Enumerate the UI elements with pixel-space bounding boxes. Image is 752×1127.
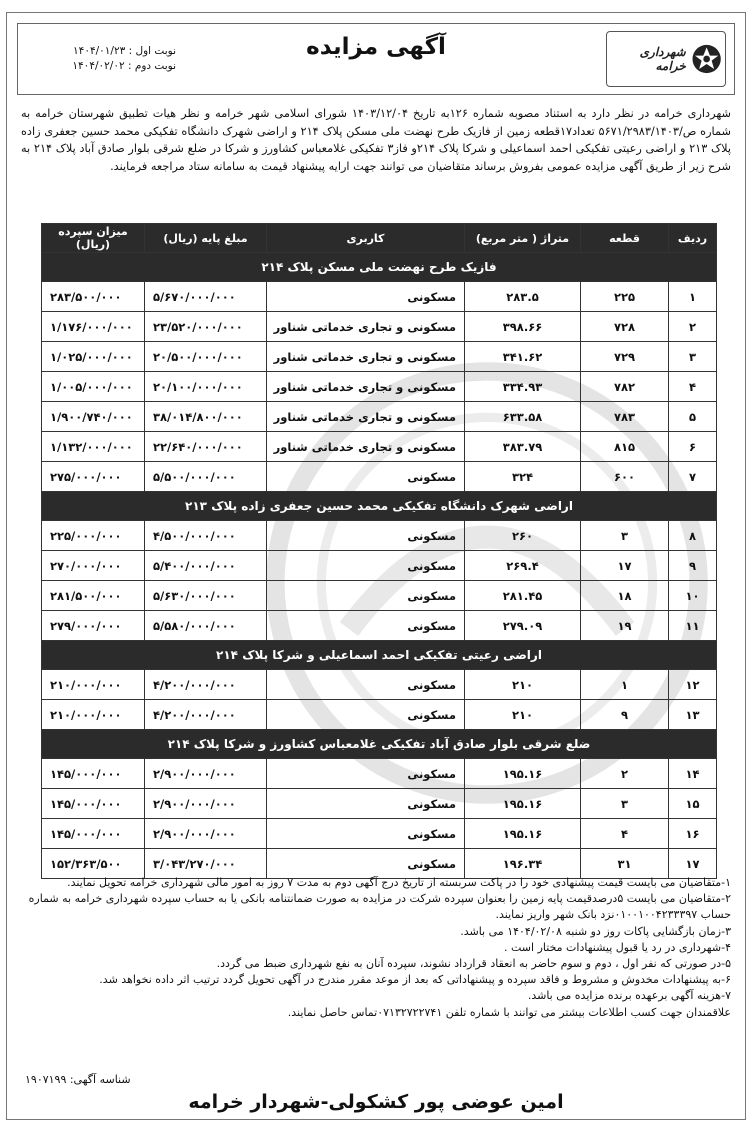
cell-lot: ۱۹ bbox=[581, 611, 669, 641]
cell-lot: ۷۸۳ bbox=[581, 402, 669, 432]
signature: امین عوضی پور کشکولی-شهردار خرامه bbox=[188, 1091, 564, 1113]
condition-item: ۲-متقاضیان می بایست ۵درصدقیمت پایه زمین را بعنوان سپرده شرکت در مزایده به صورت ضمانتنامه بانکی یا به حساب سپرده شهرداری خرامه به شماره حساب ۰۱۰۰۱۰۰۴۲۳۳۳۹۷نزد بانک شهر واریز نمایند. bbox=[28, 892, 731, 922]
table-row bbox=[42, 521, 717, 551]
table-row bbox=[42, 402, 717, 432]
cell-base-price: ۲۳/۵۲۰/۰۰۰/۰۰۰ bbox=[145, 312, 267, 342]
cell-base-price: ۵/۶۳۰/۰۰۰/۰۰۰ bbox=[145, 581, 267, 611]
cell-area: ۶۳۳.۵۸ bbox=[465, 402, 581, 432]
cell-row-number: ۱ bbox=[669, 282, 717, 312]
condition-item: ۶-به پیشنهادات مخدوش و مشروط و فاقد سپرده و پیشنهاداتی که بعد از موعد مقرر مندرج در آگهی تحویل گردد ترتیب اثر داده نخواهد شد. bbox=[99, 973, 731, 987]
cell-usage: مسکونی bbox=[267, 611, 465, 641]
cell-lot: ۱ bbox=[581, 670, 669, 700]
cell-deposit: ۱/۹۰۰/۷۴۰/۰۰۰ bbox=[42, 402, 145, 432]
cell-deposit: ۱/۰۲۵/۰۰۰/۰۰۰ bbox=[42, 342, 145, 372]
table-row bbox=[42, 819, 717, 849]
table-row bbox=[42, 342, 717, 372]
cell-area: ۳۴۱.۶۲ bbox=[465, 342, 581, 372]
logo-text: شهرداری خرامه bbox=[639, 45, 686, 73]
cell-row-number: ۲ bbox=[669, 312, 717, 342]
cell-usage: مسکونی و تجاری خدماتی شناور bbox=[267, 312, 465, 342]
cell-lot: ۷۸۲ bbox=[581, 372, 669, 402]
notice-second-date: نوبت دوم : ۱۴۰۴/۰۲/۰۲ bbox=[72, 60, 176, 72]
cell-lot: ۷۲۹ bbox=[581, 342, 669, 372]
auction-table bbox=[41, 223, 717, 879]
conditions-list bbox=[19, 875, 731, 1021]
notice-first-date: نوبت اول : ۱۴۰۴/۰۱/۲۳ bbox=[73, 45, 176, 57]
page-title: آگهی مزایده bbox=[306, 34, 446, 60]
cell-usage: مسکونی bbox=[267, 789, 465, 819]
table-row bbox=[42, 581, 717, 611]
cell-deposit: ۲۱۰/۰۰۰/۰۰۰ bbox=[42, 670, 145, 700]
cell-deposit: ۲۷۹/۰۰۰/۰۰۰ bbox=[42, 611, 145, 641]
condition-item: علاقمندان جهت کسب اطلاعات بیشتر می توانند با شماره تلفن ۰۷۱۳۲۷۲۲۷۴۱تماس حاصل نمایند. bbox=[287, 1005, 731, 1019]
cell-usage: مسکونی bbox=[267, 551, 465, 581]
cell-lot: ۸۱۵ bbox=[581, 432, 669, 462]
cell-row-number: ۵ bbox=[669, 402, 717, 432]
cell-row-number: ۱۲ bbox=[669, 670, 717, 700]
cell-lot: ۳ bbox=[581, 789, 669, 819]
table-group-row bbox=[42, 492, 717, 521]
cell-area: ۳۹۸.۶۶ bbox=[465, 312, 581, 342]
cell-base-price: ۴/۵۰۰/۰۰۰/۰۰۰ bbox=[145, 521, 267, 551]
cell-base-price: ۳۸/۰۱۴/۸۰۰/۰۰۰ bbox=[145, 402, 267, 432]
cell-area: ۱۹۶.۳۴ bbox=[465, 849, 581, 879]
cell-row-number: ۱۱ bbox=[669, 611, 717, 641]
cell-deposit: ۲۸۳/۵۰۰/۰۰۰ bbox=[42, 282, 145, 312]
cell-area: ۲۱۰ bbox=[465, 700, 581, 730]
table-header-row bbox=[42, 224, 717, 253]
cell-usage: مسکونی bbox=[267, 700, 465, 730]
cell-usage: مسکونی bbox=[267, 282, 465, 312]
cell-row-number: ۱۷ bbox=[669, 849, 717, 879]
cell-lot: ۲ bbox=[581, 759, 669, 789]
condition-item: ۵-در صورتی که نفر اول ، دوم و سوم حاضر به انعقاد قرارداد نشوند، سپرده آنان به نفع شهرداری ضبط می گردد. bbox=[216, 957, 731, 971]
table-body bbox=[42, 253, 717, 879]
cell-row-number: ۸ bbox=[669, 521, 717, 551]
table-row bbox=[42, 789, 717, 819]
cell-deposit: ۲۷۵/۰۰۰/۰۰۰ bbox=[42, 462, 145, 492]
table-row bbox=[42, 372, 717, 402]
cell-usage: مسکونی و تجاری خدماتی شناور bbox=[267, 342, 465, 372]
auction-table-wrapper bbox=[41, 223, 717, 879]
cell-area: ۲۶۰ bbox=[465, 521, 581, 551]
ad-code: شناسه آگهی: ۱۹۰۷۱۹۹ bbox=[25, 1073, 131, 1086]
cell-row-number: ۳ bbox=[669, 342, 717, 372]
cell-area: ۲۶۹.۴ bbox=[465, 551, 581, 581]
condition-item: ۳-زمان بازگشایی پاکات روز دو شنبه ۱۴۰۴/۰۲/۰۸ می باشد. bbox=[460, 924, 731, 938]
cell-area: ۳۳۴.۹۳ bbox=[465, 372, 581, 402]
header-box bbox=[17, 23, 735, 95]
table-group-row bbox=[42, 730, 717, 759]
cell-base-price: ۵/۴۰۰/۰۰۰/۰۰۰ bbox=[145, 551, 267, 581]
cell-area: ۲۸۱.۴۵ bbox=[465, 581, 581, 611]
table-row bbox=[42, 282, 717, 312]
table-row bbox=[42, 432, 717, 462]
cell-usage: مسکونی bbox=[267, 521, 465, 551]
table-row bbox=[42, 849, 717, 879]
col-usage: کاربری bbox=[267, 224, 465, 253]
notice-page bbox=[6, 12, 746, 1120]
col-row: ردیف bbox=[669, 224, 717, 253]
table-group-row bbox=[42, 641, 717, 670]
cell-base-price: ۲۰/۱۰۰/۰۰۰/۰۰۰ bbox=[145, 372, 267, 402]
cell-lot: ۳۱ bbox=[581, 849, 669, 879]
cell-usage: مسکونی bbox=[267, 849, 465, 879]
table-row bbox=[42, 759, 717, 789]
col-deposit: میزان سپرده (ریال) bbox=[42, 224, 145, 253]
cell-usage: مسکونی و تجاری خدماتی شناور bbox=[267, 372, 465, 402]
cell-base-price: ۵/۵۰۰/۰۰۰/۰۰۰ bbox=[145, 462, 267, 492]
cell-deposit: ۱۴۵/۰۰۰/۰۰۰ bbox=[42, 819, 145, 849]
cell-area: ۲۸۳.۵ bbox=[465, 282, 581, 312]
cell-row-number: ۱۴ bbox=[669, 759, 717, 789]
cell-base-price: ۲۲/۶۴۰/۰۰۰/۰۰۰ bbox=[145, 432, 267, 462]
cell-usage: مسکونی bbox=[267, 759, 465, 789]
table-row bbox=[42, 551, 717, 581]
cell-deposit: ۱۵۲/۳۶۳/۵۰۰ bbox=[42, 849, 145, 879]
cell-row-number: ۱۵ bbox=[669, 789, 717, 819]
cell-area: ۱۹۵.۱۶ bbox=[465, 759, 581, 789]
cell-row-number: ۹ bbox=[669, 551, 717, 581]
notice-dates bbox=[36, 44, 176, 74]
table-row bbox=[42, 312, 717, 342]
cell-base-price: ۴/۲۰۰/۰۰۰/۰۰۰ bbox=[145, 670, 267, 700]
col-lot: قطعه bbox=[581, 224, 669, 253]
cell-area: ۲۷۹.۰۹ bbox=[465, 611, 581, 641]
cell-row-number: ۴ bbox=[669, 372, 717, 402]
cell-area: ۳۸۳.۷۹ bbox=[465, 432, 581, 462]
condition-item: ۴-شهرداری در رد یا قبول پیشنهادات مختار است . bbox=[504, 940, 731, 954]
condition-item: ۷-هزینه آگهی برعهده برنده مزایده می باشد. bbox=[527, 989, 731, 1003]
cell-lot: ۹ bbox=[581, 700, 669, 730]
cell-base-price: ۴/۲۰۰/۰۰۰/۰۰۰ bbox=[145, 700, 267, 730]
cell-deposit: ۲۱۰/۰۰۰/۰۰۰ bbox=[42, 700, 145, 730]
cell-row-number: ۱۶ bbox=[669, 819, 717, 849]
group-title: اراضی رعیتی تفکیکی احمد اسماعیلی و شرکا پلاک ۲۱۴ bbox=[42, 641, 717, 670]
cell-row-number: ۱۳ bbox=[669, 700, 717, 730]
cell-usage: مسکونی bbox=[267, 462, 465, 492]
cell-usage: مسکونی bbox=[267, 670, 465, 700]
cell-base-price: ۲/۹۰۰/۰۰۰/۰۰۰ bbox=[145, 789, 267, 819]
table-row bbox=[42, 462, 717, 492]
group-title: اراضی شهرک دانشگاه تفکیکی محمد حسین جعفری زاده پلاک ۲۱۳ bbox=[42, 492, 717, 521]
cell-area: ۳۲۴ bbox=[465, 462, 581, 492]
cell-row-number: ۷ bbox=[669, 462, 717, 492]
cell-deposit: ۲۷۰/۰۰۰/۰۰۰ bbox=[42, 551, 145, 581]
cell-lot: ۱۸ bbox=[581, 581, 669, 611]
cell-row-number: ۱۰ bbox=[669, 581, 717, 611]
cell-usage: مسکونی و تجاری خدماتی شناور bbox=[267, 432, 465, 462]
intro-paragraph: شهرداری خرامه در نظر دارد به استناد مصوبه شماره ۱۲۶به تاریخ ۱۴۰۳/۱۲/۰۴ شورای اسلامی شهر خرامه و نظر هیات تطبیق شهرستان خرامه به شماره ص/۵۶۷۱/۲۹۸۳/۱۴۰۳ تعداد۱۷قطعه زمین از فازیک طرح نهضت ملی مسکن پلاک ۲۱۴ و اراضی شهرک دانشگاه تفکیکی محمد حسین جعفری زاده پلاک ۲۱۳ و اراضی رعیتی تفکیکی احمد اسماعیلی و شرکا پلاک ۲۱۴و فاز۳ تفکیکی غلامعباس کشاورز و شرکا در ضلع شرقی بلوار صادق آباد پلاک ۲۱۴ به شرح زیر از طریق آگهی مزایده عمومی بفروش برساند متقاضیان می توانند جهت ارایه پیشنهاد قیمت به سامانه ستاد مراجعه فرمایند. bbox=[21, 107, 731, 173]
cell-base-price: ۲/۹۰۰/۰۰۰/۰۰۰ bbox=[145, 819, 267, 849]
cell-area: ۱۹۵.۱۶ bbox=[465, 789, 581, 819]
cell-usage: مسکونی bbox=[267, 581, 465, 611]
cell-base-price: ۳/۰۴۳/۲۷۰/۰۰۰ bbox=[145, 849, 267, 879]
cell-lot: ۷۲۸ bbox=[581, 312, 669, 342]
table-row bbox=[42, 670, 717, 700]
table-group-row bbox=[42, 253, 717, 282]
group-title: فازیک طرح نهضت ملی مسکن پلاک ۲۱۴ bbox=[42, 253, 717, 282]
condition-item: ۱-متقاضیان می بایست قیمت پیشنهادی خود را در پاکت سربسته از تاریخ درج آگهی دوم به مدت ۷ روز به امور مالی شهرداری خرامه تحویل نمایند. bbox=[67, 876, 731, 889]
cell-lot: ۴ bbox=[581, 819, 669, 849]
cell-deposit: ۱۴۵/۰۰۰/۰۰۰ bbox=[42, 789, 145, 819]
cell-deposit: ۱۴۵/۰۰۰/۰۰۰ bbox=[42, 759, 145, 789]
cell-area: ۱۹۵.۱۶ bbox=[465, 819, 581, 849]
cell-area: ۲۱۰ bbox=[465, 670, 581, 700]
cell-base-price: ۵/۵۸۰/۰۰۰/۰۰۰ bbox=[145, 611, 267, 641]
table-row bbox=[42, 611, 717, 641]
group-title: ضلع شرقی بلوار صادق آباد تفکیکی غلامعباس کشاورز و شرکا پلاک ۲۱۴ bbox=[42, 730, 717, 759]
cell-base-price: ۲/۹۰۰/۰۰۰/۰۰۰ bbox=[145, 759, 267, 789]
col-base-price: مبلغ پایه (ریال) bbox=[145, 224, 267, 253]
cell-deposit: ۱/۰۰۵/۰۰۰/۰۰۰ bbox=[42, 372, 145, 402]
cell-deposit: ۲۲۵/۰۰۰/۰۰۰ bbox=[42, 521, 145, 551]
cell-deposit: ۱/۱۷۶/۰۰۰/۰۰۰ bbox=[42, 312, 145, 342]
cell-base-price: ۲۰/۵۰۰/۰۰۰/۰۰۰ bbox=[145, 342, 267, 372]
cell-lot: ۱۷ bbox=[581, 551, 669, 581]
col-area: متراژ ( متر مربع) bbox=[465, 224, 581, 253]
cell-lot: ۲۲۵ bbox=[581, 282, 669, 312]
cell-lot: ۳ bbox=[581, 521, 669, 551]
cell-row-number: ۶ bbox=[669, 432, 717, 462]
cell-lot: ۶۰۰ bbox=[581, 462, 669, 492]
cell-usage: مسکونی bbox=[267, 819, 465, 849]
cell-base-price: ۵/۶۷۰/۰۰۰/۰۰۰ bbox=[145, 282, 267, 312]
cell-deposit: ۲۸۱/۵۰۰/۰۰۰ bbox=[42, 581, 145, 611]
cell-deposit: ۱/۱۳۲/۰۰۰/۰۰۰ bbox=[42, 432, 145, 462]
cell-usage: مسکونی و تجاری خدماتی شناور bbox=[267, 402, 465, 432]
table-row bbox=[42, 700, 717, 730]
